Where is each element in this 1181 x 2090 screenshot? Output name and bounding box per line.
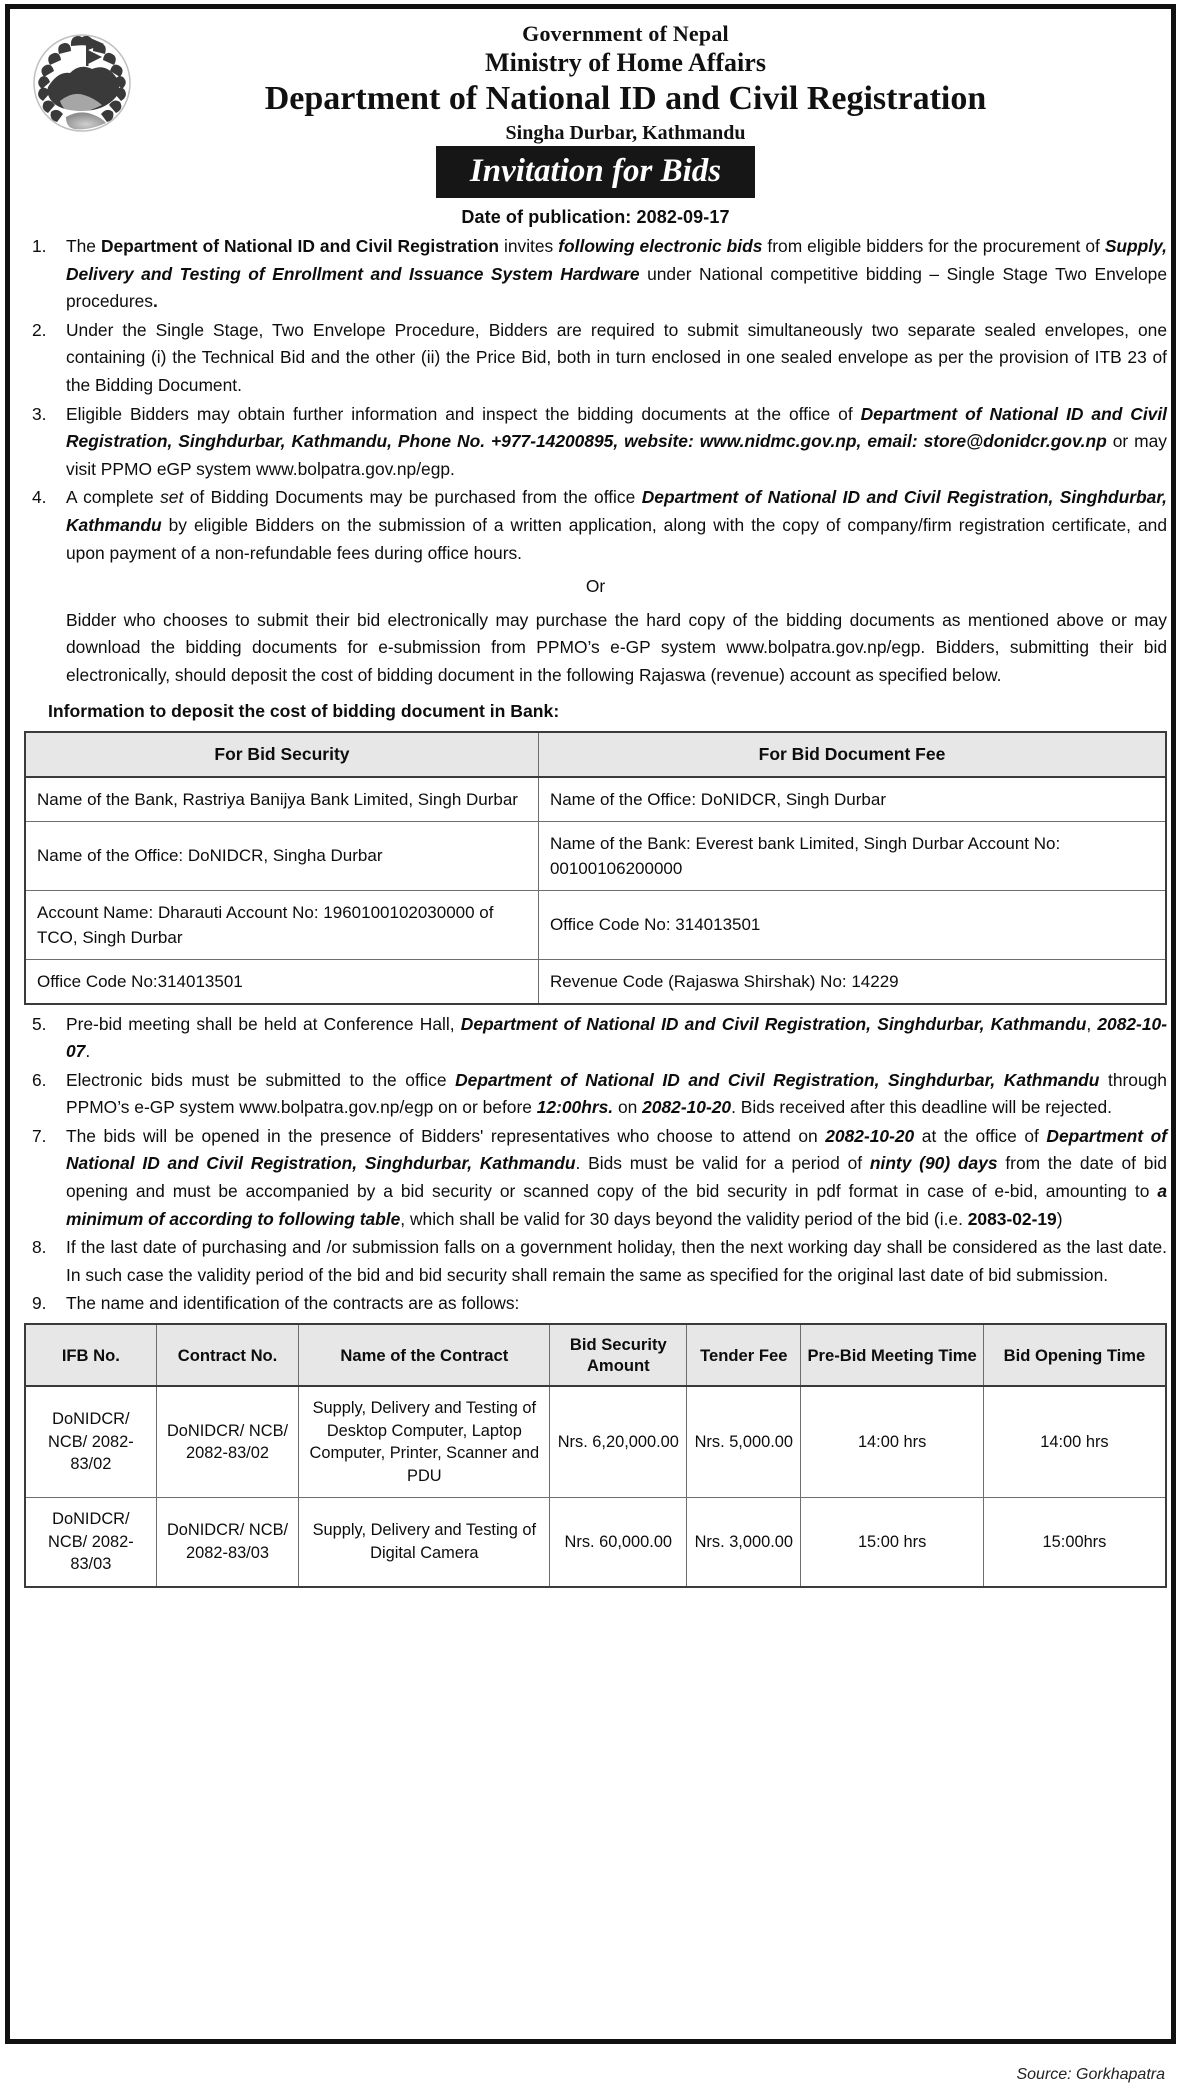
header-ministry-line: Ministry of Home Affairs	[485, 48, 766, 77]
invitation-for-bids-title: Invitation for Bids	[436, 146, 755, 198]
bank-table-cell: Office Code No:314013501	[25, 959, 538, 1004]
contracts-table-cell-bid-security-amount: Nrs. 60,000.00	[550, 1498, 687, 1587]
contracts-table-row	[25, 1386, 1166, 1498]
contracts-table-cell-contract-no: DoNIDCR/ NCB/ 2082-83/02	[156, 1386, 299, 1498]
contracts-table-cell-name: Supply, Delivery and Testing of Digital Camera	[299, 1498, 550, 1587]
contracts-table-cell-bid-security-amount: Nrs. 6,20,000.00	[550, 1386, 687, 1498]
contracts-table-header-cell: Name of the Contract	[299, 1324, 550, 1386]
or-separator: Or	[585, 576, 606, 597]
clause-item	[24, 401, 1167, 484]
header-address-line: Singha Durbar, Kathmandu	[505, 122, 746, 144]
publication-date: Date of publication: 2082-09-17	[461, 207, 730, 227]
clause-text: Eligible Bidders may obtain further information and inspect the bidding documents at the office of Department of National ID and Civil Registration, Singhdurbar, Kathmandu, Phone No. +977-14200895, website: www.nidmc.gov.np, email: store@donidcr.gov.np or may visit PPMO eGP system www.bolpatra.gov.np/egp.	[66, 403, 1168, 479]
invitation-banner-wrap	[24, 146, 1167, 198]
contracts-table-cell-tender-fee: Nrs. 5,000.00	[687, 1386, 801, 1498]
clause-number: 5.	[32, 1013, 47, 1034]
bank-table-cell: Revenue Code (Rajaswa Shirshak) No: 14229	[538, 959, 1166, 1004]
clause-text: A complete set of Bidding Documents may be purchased from the office Department of National ID and Civil Registration, Singhdurbar, Kathmandu by eligible Bidders on the submission of a written application, along with the copy of company/firm registration certificate, and upon payment of a non-refundable fees during office hours.	[66, 487, 1167, 563]
contracts-table-header-cell: Tender Fee	[687, 1324, 801, 1386]
document-header	[24, 21, 1167, 144]
clause-item	[24, 1290, 1167, 1318]
clause-number: 9.	[32, 1293, 47, 1314]
bank-table-cell: Name of the Office: DoNIDCR, Singha Durbar	[25, 821, 538, 890]
contracts-table	[24, 1323, 1167, 1588]
contracts-table-cell-bid-opening-time: 15:00hrs	[983, 1498, 1166, 1587]
bank-table-cell: Account Name: Dharauti Account No: 1960100102030000 of TCO, Singh Durbar	[25, 890, 538, 959]
bank-table-header-cell: For Bid Document Fee	[538, 732, 1166, 777]
clause-number: 8.	[32, 1237, 47, 1258]
bank-info-heading: Information to deposit the cost of bidding document in Bank:	[48, 700, 560, 721]
clause-item	[24, 233, 1167, 316]
contracts-table-cell-bid-opening-time: 14:00 hrs	[983, 1386, 1166, 1498]
clause-number: 3.	[32, 403, 47, 424]
clause-text: Pre-bid meeting shall be held at Conference Hall, Department of National ID and Civil Registration, Singhdurbar, Kathmandu, 2082-10-07.	[66, 1013, 1167, 1062]
contracts-table-cell-ifb-no: DoNIDCR/ NCB/ 2082-83/02	[25, 1386, 156, 1498]
header-department-line: Department of National ID and Civil Registration	[264, 80, 987, 117]
contracts-table-header-cell: IFB No.	[25, 1324, 156, 1386]
contracts-table-cell-pre-bid-meeting-time: 15:00 hrs	[801, 1498, 984, 1587]
bank-table-header-cell: For Bid Security	[25, 732, 538, 777]
contracts-table-cell-contract-no: DoNIDCR/ NCB/ 2082-83/03	[156, 1498, 299, 1587]
clause-text: The bids will be opened in the presence of Bidders' representatives who choose to attend on 2082-10-20 at the office of Department of National ID and Civil Registration, Singhdurbar, Kathmandu. Bids must be valid for a period of ninty (90) days from the date of bid opening and must be accompanied by a bid security or scanned copy of the bid security in pdf format in case of e-bid, amounting to a minimum of according to following table, which shall be valid for 30 days beyond the validity period of the bid (i.e. 2083-02-19)	[66, 1125, 1168, 1229]
bank-table-row	[25, 821, 1166, 890]
contracts-table-cell-ifb-no: DoNIDCR/ NCB/ 2082-83/03	[25, 1498, 156, 1587]
clause-number: 2.	[32, 319, 47, 340]
clause-text: The Department of National ID and Civil Registration invites following electronic bids from eligible bidders for the procurement of Supply, Delivery and Testing of Enrollment and Issuance System Hardware under National competitive bidding – Single Stage Two Envelope procedures.	[66, 236, 1167, 312]
bank-table-header-row	[25, 732, 1166, 777]
bank-deposit-table	[24, 731, 1167, 1005]
clause-item	[24, 1234, 1167, 1289]
or-paragraph: Bidder who chooses to submit their bid electronically may purchase the hard copy of the bidding documents as mentioned above or may download the bidding documents for e-submission from PPMO’s e-GP system www.bolpatra.gov.np/egp. Bidders, submitting their bid electronically, should deposit the cost of bidding document in the following Rajaswa (revenue) account as specified below.	[66, 609, 1167, 685]
source-credit: Source: Gorkhapatra	[1016, 2066, 1165, 2083]
document-frame	[5, 4, 1176, 2044]
bank-table-row	[25, 959, 1166, 1004]
clause-number: 6.	[32, 1069, 47, 1090]
contracts-table-cell-tender-fee: Nrs. 3,000.00	[687, 1498, 801, 1587]
bank-table-cell: Office Code No: 314013501	[538, 890, 1166, 959]
bank-table-cell: Name of the Bank, Rastriya Banijya Bank Limited, Singh Durbar	[25, 777, 538, 822]
clause-text: Electronic bids must be submitted to the office Department of National ID and Civil Registration, Singhdurbar, Kathmandu through PPMO’s e-GP system www.bolpatra.gov.np/egp on or before 12:00hrs. on 2082-10-20. Bids received after this deadline will be rejected.	[66, 1069, 1167, 1118]
clause-text: Under the Single Stage, Two Envelope Procedure, Bidders are required to submit simultaneously two separate sealed envelopes, one containing (i) the Technical Bid and the other (ii) the Price Bid, both in turn enclosed in one sealed envelope as per the provision of ITB 23 of the Bidding Document.	[66, 319, 1167, 395]
clause-text: If the last date of purchasing and /or submission falls on a government holiday, then the next working day shall be considered as the last date. In such case the validity period of the bid and bid security shall remain the same as specified for the original last date of bid submission.	[66, 1237, 1167, 1285]
clause-item	[24, 1067, 1167, 1122]
clauses-list-part1	[24, 233, 1167, 567]
clause-item	[24, 1123, 1167, 1233]
header-government-line: Government of Nepal	[522, 21, 729, 46]
clause-text: The name and identification of the contracts are as follows:	[66, 1293, 520, 1314]
contracts-table-header-cell: Contract No.	[156, 1324, 299, 1386]
clause-item	[24, 1011, 1167, 1066]
clause-item	[24, 484, 1167, 567]
clause-number: 1.	[32, 236, 47, 256]
contracts-table-cell-pre-bid-meeting-time: 14:00 hrs	[801, 1386, 984, 1498]
clause-number: 7.	[32, 1125, 47, 1146]
contracts-table-header-row	[25, 1324, 1166, 1386]
bank-table-cell: Name of the Bank: Everest bank Limited, Singh Durbar Account No: 00100106200000	[538, 821, 1166, 890]
bank-table-cell: Name of the Office: DoNIDCR, Singh Durbar	[538, 777, 1166, 822]
contracts-table-header-cell: Bid Opening Time	[983, 1324, 1166, 1386]
bank-table-row	[25, 777, 1166, 822]
contracts-table-row	[25, 1498, 1166, 1587]
clause-number: 4.	[32, 487, 47, 508]
bank-table-row	[25, 890, 1166, 959]
contracts-table-cell-name: Supply, Delivery and Testing of Desktop Computer, Laptop Computer, Printer, Scanner and PDU	[299, 1386, 550, 1498]
clauses-list-part2	[24, 1011, 1167, 1319]
contracts-table-header-cell: Bid Security Amount	[550, 1324, 687, 1386]
clause-item	[24, 317, 1167, 400]
contracts-table-header-cell: Pre-Bid Meeting Time	[801, 1324, 984, 1386]
nepal-coat-of-arms-icon	[26, 25, 138, 137]
